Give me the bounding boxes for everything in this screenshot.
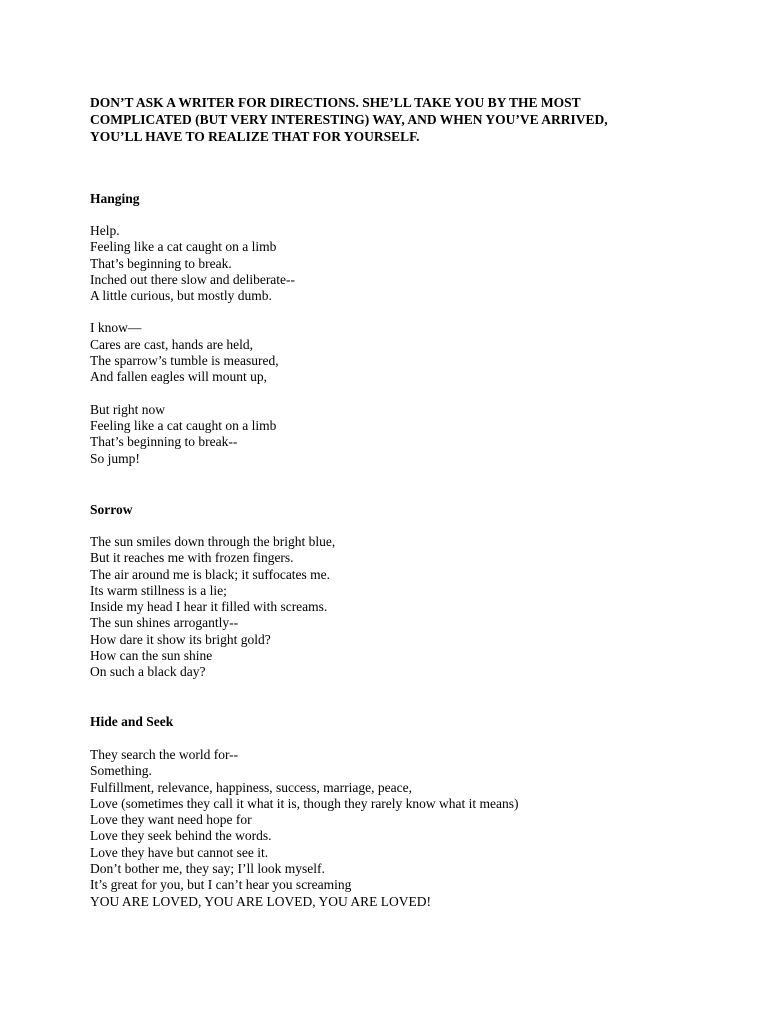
poem-line: Inside my head I hear it filled with screams. xyxy=(90,599,328,615)
poem-line: Love (sometimes they call it what it is, though they rarely know what it means) xyxy=(90,795,519,811)
poem-line: How can the sun shine xyxy=(90,648,213,664)
poem-title: Sorrow xyxy=(90,502,133,517)
poem-line: How dare it show its bright gold? xyxy=(90,631,271,647)
poem-line: That’s beginning to break. xyxy=(90,255,232,271)
poem-sorrow xyxy=(90,502,335,681)
poem-hanging xyxy=(90,191,295,467)
poem-title: Hide and Seek xyxy=(90,714,174,729)
poem-line: Love they want need hope for xyxy=(90,812,252,828)
poem-title: Hanging xyxy=(90,191,140,206)
poem-line: But right now xyxy=(90,401,166,417)
stanza xyxy=(90,402,295,467)
poem-line: Love they seek behind the words. xyxy=(90,828,272,844)
poem-line: Something. xyxy=(90,763,152,779)
stanza xyxy=(90,534,335,681)
poem-line: And fallen eagles will mount up, xyxy=(90,369,267,385)
poem-line: The sun smiles down through the bright blue, xyxy=(90,534,336,549)
poem-line: That’s beginning to break-- xyxy=(90,434,238,450)
poem-line: It’s great for you, but I can’t hear you screaming xyxy=(90,877,352,893)
poem-line: Love they have but cannot see it. xyxy=(90,844,269,860)
poem-line: On such a black day? xyxy=(90,664,206,680)
poem-line: Feeling like a cat caught on a limb xyxy=(90,239,277,255)
stanza xyxy=(90,223,295,304)
poem-line: The air around me is black; it suffocates me. xyxy=(90,566,331,582)
poem-line: The sun shines arrogantly-- xyxy=(90,615,239,631)
poem-line: The sparrow’s tumble is measured, xyxy=(90,353,279,369)
stanza xyxy=(90,320,295,385)
heading-line: COMPLICATED (BUT VERY INTERESTING) WAY, AND WHEN YOU’VE ARRIVED, xyxy=(90,112,608,127)
poem-line: Cares are cast, hands are held, xyxy=(90,336,254,352)
heading-line: DON’T ASK A WRITER FOR DIRECTIONS. SHE’LL TAKE YOU BY THE MOST xyxy=(90,95,581,110)
poem-line: A little curious, but mostly dumb. xyxy=(90,288,272,304)
stanza xyxy=(90,747,519,910)
poem-line: Help. xyxy=(90,223,120,238)
poem-line: Its warm stillness is a lie; xyxy=(90,582,227,598)
document-heading xyxy=(90,94,710,145)
poem-line: So jump! xyxy=(90,450,140,466)
document-page xyxy=(90,94,710,909)
poem-line: Feeling like a cat caught on a limb xyxy=(90,417,277,433)
poem-line: But it reaches me with frozen fingers. xyxy=(90,550,294,566)
poem-line: They search the world for-- xyxy=(90,747,239,762)
poem-line: YOU ARE LOVED, YOU ARE LOVED, YOU ARE LOVED! xyxy=(90,893,431,909)
poem-hide-and-seek xyxy=(90,714,519,910)
poem-line: Don’t bother me, they say; I’ll look myself. xyxy=(90,861,325,877)
poem-line: Fulfillment, relevance, happiness, success, marriage, peace, xyxy=(90,779,412,795)
poem-line: I know— xyxy=(90,320,142,336)
poem-line: Inched out there slow and deliberate-- xyxy=(90,271,296,287)
heading-line: YOU’LL HAVE TO REALIZE THAT FOR YOURSELF. xyxy=(90,129,420,144)
